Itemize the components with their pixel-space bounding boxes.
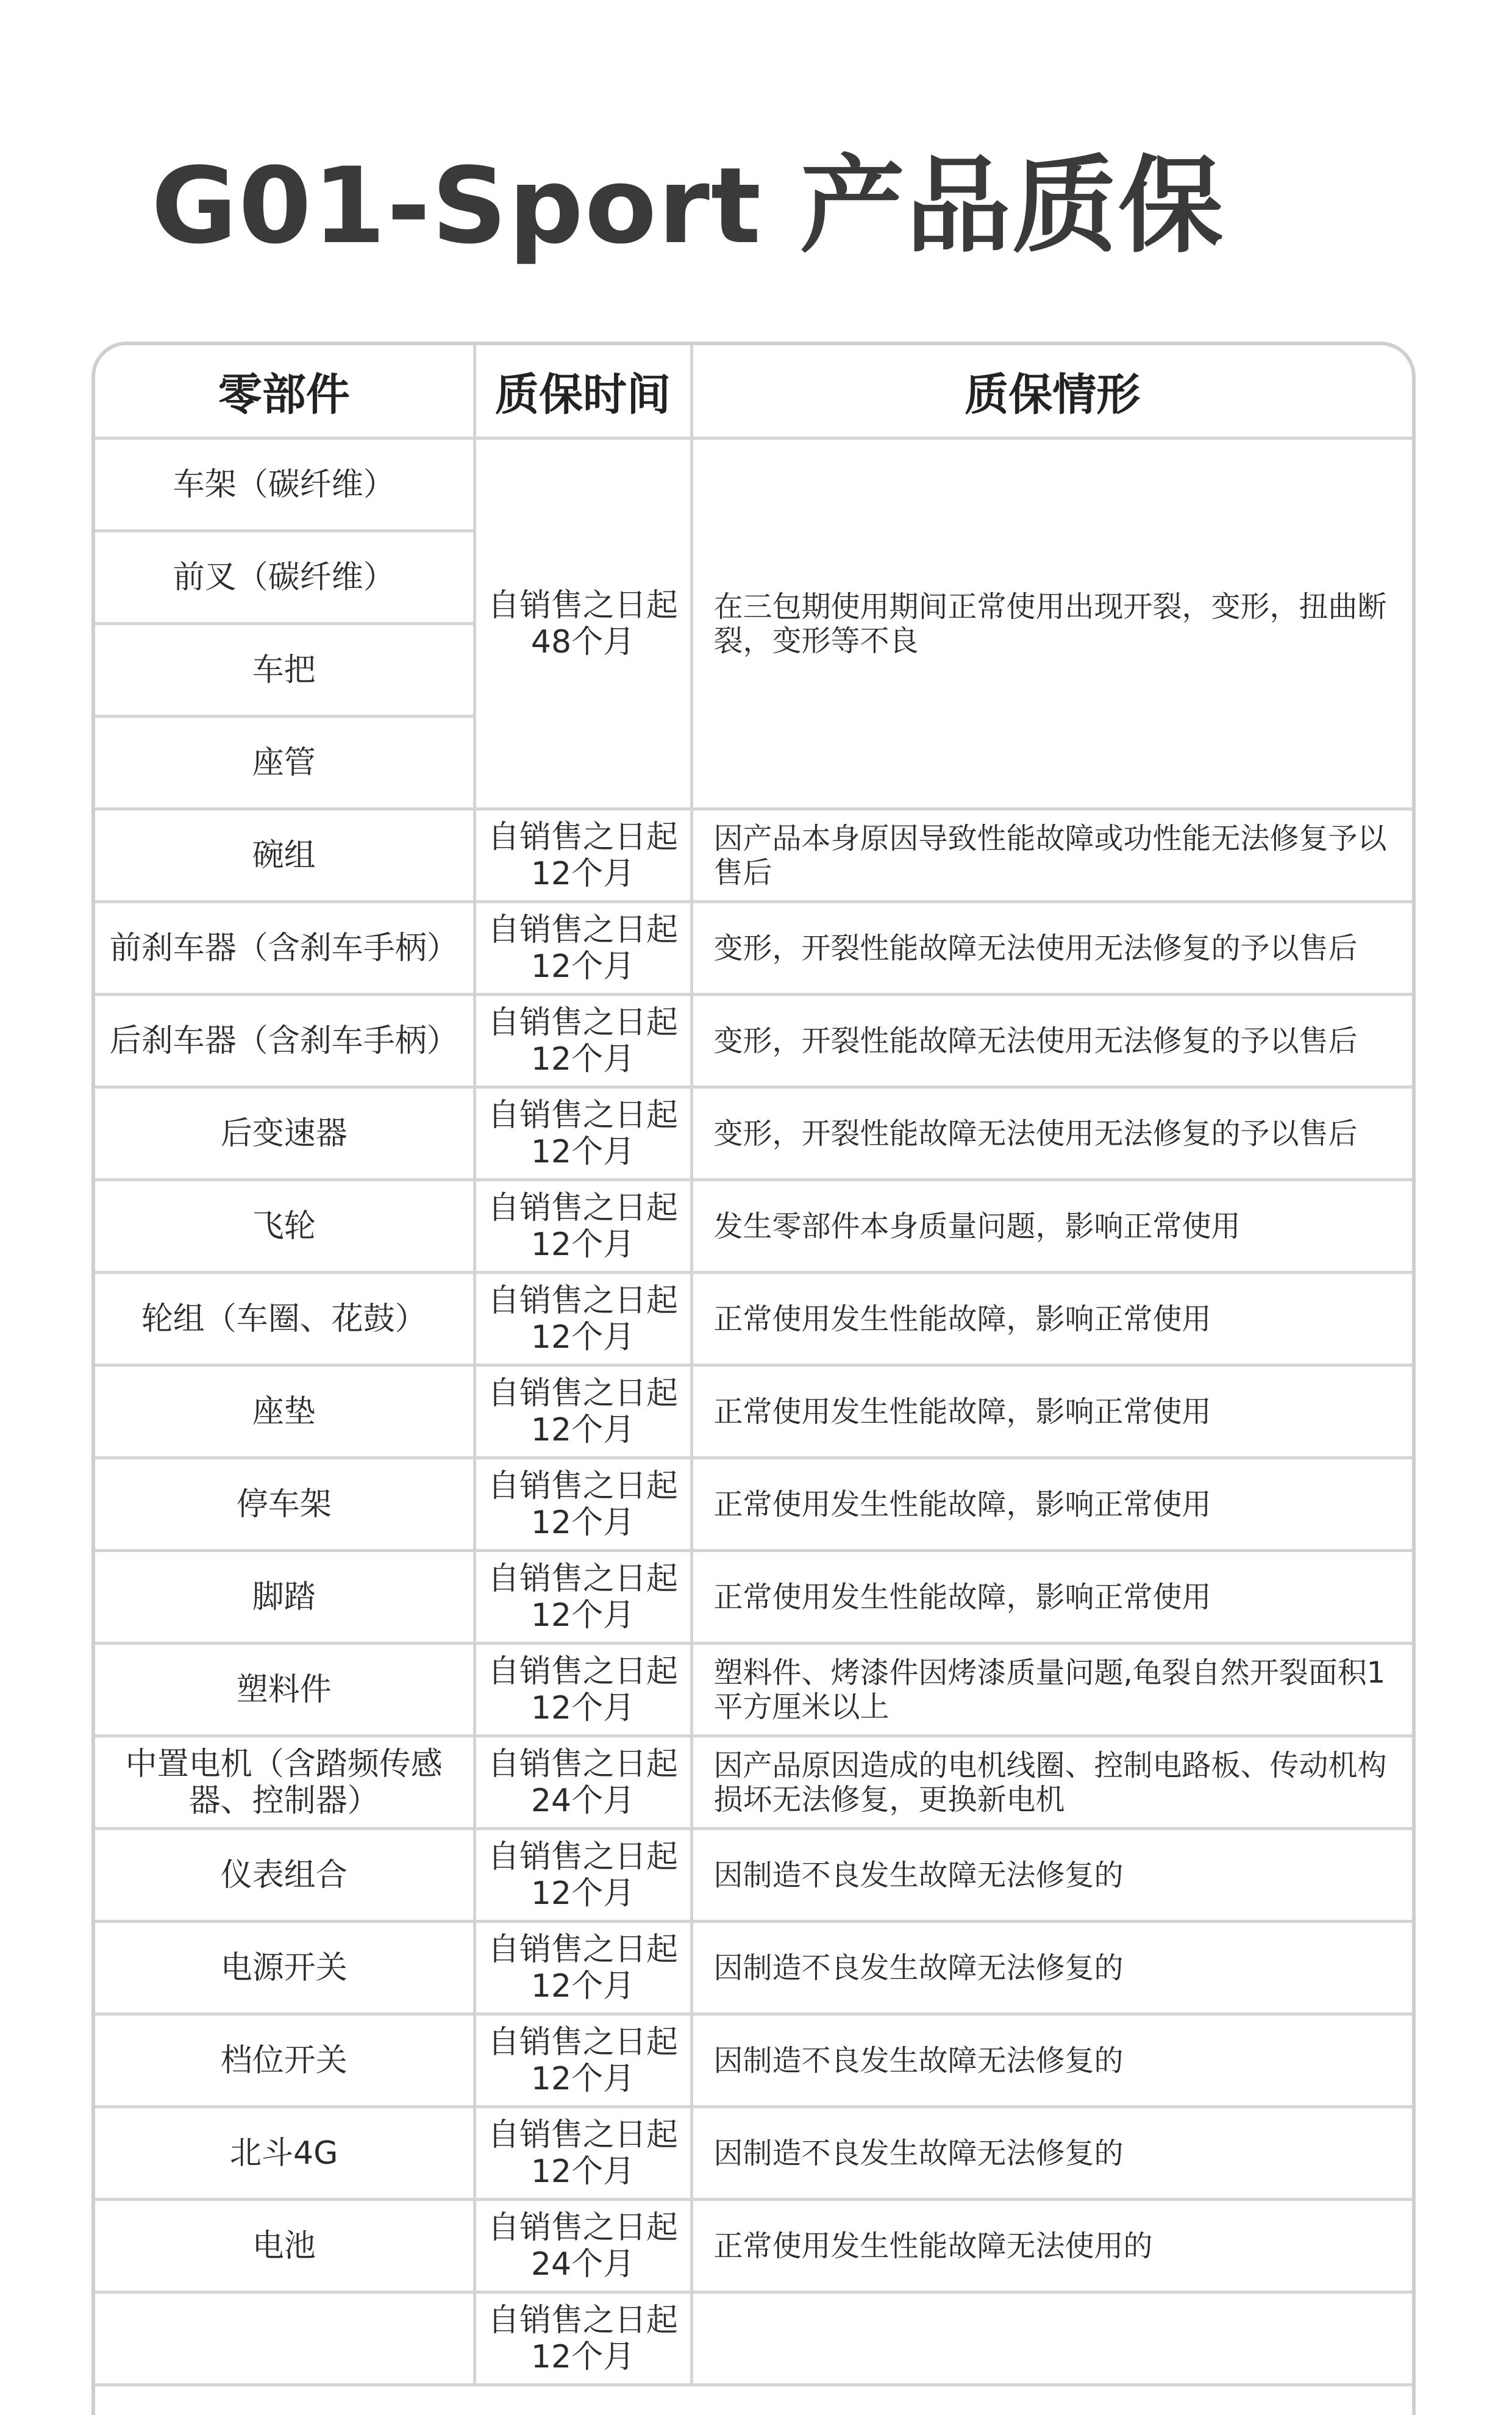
warranty-table-frame [91,342,1416,2415]
part-cell: 仪表组合 [95,1829,474,1922]
warranty-condition-cell: 变形，开裂性能故障无法使用无法修复的予以售后 [691,995,1412,1087]
part-cell: 座垫 [95,1365,474,1458]
header-part: 零部件 [95,345,474,438]
warranty-condition-cell: 正常使用发生性能故障，影响正常使用 [691,1551,1412,1644]
part-cell: 前刹车器（含刹车手柄） [95,902,474,995]
warranty-condition-cell: 正常使用发生性能故障，影响正常使用 [691,1365,1412,1458]
warranty-condition-cell: 因产品本身原因导致性能故障或功性能无法修复予以售后 [691,809,1412,902]
warranty-condition-cell: 塑料件、烤漆件因烤漆质量问题,龟裂自然开裂面积1平方厘米以上 [691,1644,1412,1736]
table-row [95,1922,1412,2014]
table-row [95,1736,1412,1829]
table-row [95,1365,1412,1458]
warranty-condition-cell: 因制造不良发生故障无法修复的 [691,1829,1412,1922]
part-cell: 塑料件 [95,1644,474,1736]
table-row [95,902,1412,995]
part-cell: 飞轮 [95,1180,474,1273]
warranty-time-cell: 自销售之日起 12个月 [474,1644,691,1736]
part-cell [95,2292,474,2385]
warranty-condition-cell: 变形，开裂性能故障无法使用无法修复的予以售后 [691,1087,1412,1180]
table-row [95,995,1412,1087]
table-row [95,2200,1412,2292]
warranty-time-cell: 自销售之日起 12个月 [474,1551,691,1644]
warranty-time-cell: 自销售之日起 12个月 [474,995,691,1087]
warranty-time-cell: 自销售之日起 12个月 [474,1273,691,1365]
warranty-table [95,345,1412,2386]
warranty-time-cell: 自销售之日起 12个月 [474,902,691,995]
warranty-time-cell: 自销售之日起 12个月 [474,1087,691,1180]
table-header-row [95,345,1412,438]
part-cell: 北斗4G [95,2107,474,2200]
warranty-time-cell: 自销售之日起 12个月 [474,2292,691,2385]
warranty-time-cell: 自销售之日起 12个月 [474,809,691,902]
table-row [95,1273,1412,1365]
warranty-time-cell: 自销售之日起 12个月 [474,2014,691,2107]
warranty-condition-cell: 因制造不良发生故障无法修复的 [691,2107,1412,2200]
page-title: G01-Sport 产品质保 [151,145,1225,267]
warranty-time-cell: 自销售之日起 12个月 [474,1922,691,2014]
table-row [95,1551,1412,1644]
header-condition: 质保情形 [691,345,1412,438]
warranty-condition-cell [691,2292,1412,2385]
warranty-time-cell: 自销售之日起 24个月 [474,2200,691,2292]
table-row [95,1644,1412,1736]
part-cell: 中置电机（含踏频传感器、控制器） [95,1736,474,1829]
header-time: 质保时间 [474,345,691,438]
table-row [95,1829,1412,1922]
warranty-condition-cell: 发生零部件本身质量问题，影响正常使用 [691,1180,1412,1273]
part-cell: 脚踏 [95,1551,474,1644]
table-body [95,438,1412,2385]
warranty-condition-cell: 正常使用发生性能故障，影响正常使用 [691,1273,1412,1365]
table-row [95,2014,1412,2107]
warranty-time-cell: 自销售之日起 12个月 [474,1180,691,1273]
table-row [95,1087,1412,1180]
warranty-time-cell: 自销售之日起 48个月 [474,438,691,809]
table-row [95,809,1412,902]
warranty-condition-cell: 因产品原因造成的电机线圈、控制电路板、传动机构损坏无法修复，更换新电机 [691,1736,1412,1829]
part-cell: 车架（碳纤维） [95,438,474,531]
part-cell: 碗组 [95,809,474,902]
warranty-condition-cell: 变形，开裂性能故障无法使用无法修复的予以售后 [691,902,1412,995]
warranty-time-cell: 自销售之日起 24个月 [474,1736,691,1829]
warranty-time-cell: 自销售之日起 12个月 [474,1458,691,1551]
part-cell: 电池 [95,2200,474,2292]
part-cell: 档位开关 [95,2014,474,2107]
table-row [95,1180,1412,1273]
warranty-time-cell: 自销售之日起 12个月 [474,1829,691,1922]
warranty-time-cell: 自销售之日起 12个月 [474,2107,691,2200]
table-row [95,438,1412,531]
part-cell: 电源开关 [95,1922,474,2014]
part-cell: 轮组（车圈、花鼓） [95,1273,474,1365]
table-row [95,2107,1412,2200]
part-cell: 停车架 [95,1458,474,1551]
part-cell: 后刹车器（含刹车手柄） [95,995,474,1087]
warranty-condition-cell: 因制造不良发生故障无法修复的 [691,1922,1412,2014]
table-row [95,1458,1412,1551]
warranty-condition-cell: 因制造不良发生故障无法修复的 [691,2014,1412,2107]
warranty-condition-cell: 在三包期使用期间正常使用出现开裂，变形，扭曲断裂，变形等不良 [691,438,1412,809]
warranty-condition-cell: 正常使用发生性能故障无法使用的 [691,2200,1412,2292]
warranty-condition-cell: 正常使用发生性能故障，影响正常使用 [691,1458,1412,1551]
part-cell: 车把 [95,624,474,717]
part-cell: 前叉（碳纤维） [95,531,474,624]
warranty-time-cell: 自销售之日起 12个月 [474,1365,691,1458]
table-row [95,2292,1412,2385]
part-cell: 座管 [95,717,474,809]
part-cell: 后变速器 [95,1087,474,1180]
